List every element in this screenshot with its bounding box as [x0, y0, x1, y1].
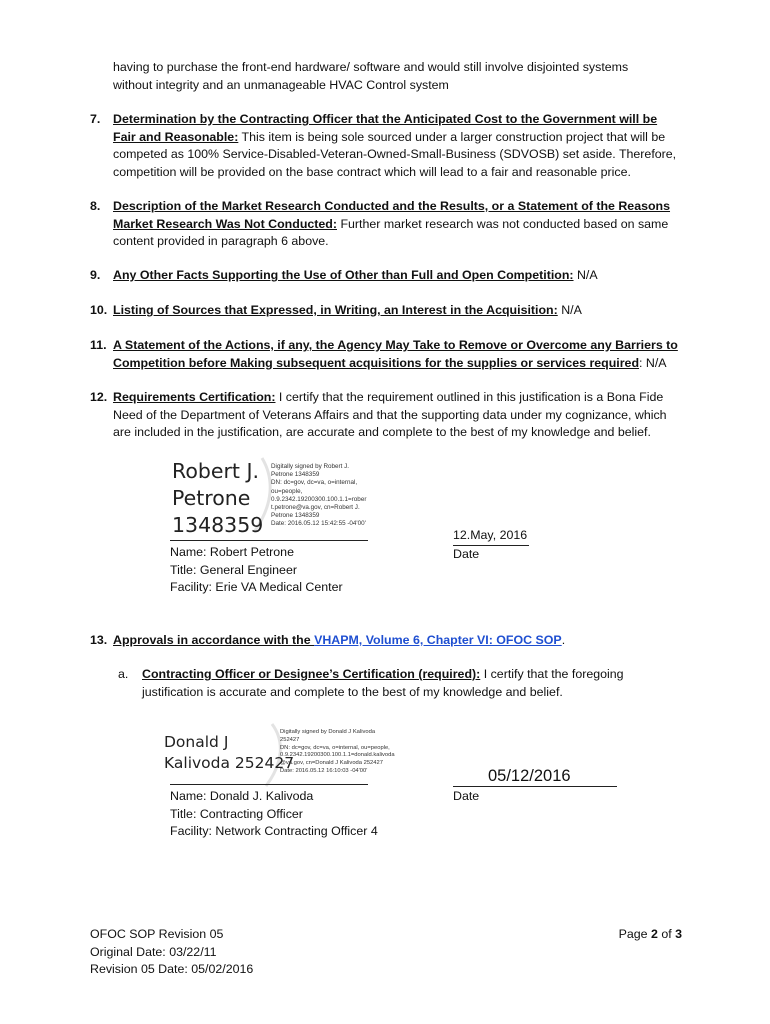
- item-body: : N/A: [639, 355, 667, 370]
- date-label: Date: [453, 546, 480, 561]
- item-body: I certify that the requirement outlined in this justification is a Bona Fide Need of the Department of Veterans Affairs and that the supporting data under my cognizance, which are included in the justification, are accurate and complete to the best of my knowledge and belief.: [113, 390, 667, 439]
- item-body: N/A: [557, 303, 582, 317]
- date-value: 12.May, 2016: [453, 527, 529, 546]
- signer-1-info: [170, 544, 343, 597]
- item-heading: Contracting Officer or Designee’s Certification (required):: [142, 667, 481, 681]
- vhapm-link[interactable]: VHAPM, Volume 6, Chapter VI: OFOC SOP: [314, 633, 562, 647]
- footer-sop-revision: OFOC SOP Revision 05: [90, 927, 224, 941]
- item-number: 12.: [90, 390, 108, 404]
- signature-name-graphic: Donald J Kalivoda 252427: [164, 733, 295, 772]
- signature-line: [170, 784, 368, 785]
- intro-line-1: having to purchase the front-end hardware/ software and would still involve disjointed systems: [113, 60, 629, 74]
- signer-name: Name: Donald J. Kalivoda: [170, 789, 314, 803]
- signer-title: Title: Contracting Officer: [170, 806, 303, 821]
- item-13: [90, 632, 690, 650]
- signer-facility: Facility: Network Contracting Officer 4: [170, 824, 378, 838]
- item-11: [90, 337, 690, 372]
- signature-line: [170, 540, 368, 541]
- intro-paragraph: [113, 59, 713, 94]
- footer-left: [90, 926, 253, 979]
- item-8: [90, 198, 690, 251]
- signature-name-graphic: Robert J. Petrone 1348359: [172, 459, 264, 537]
- total-pages: 3: [675, 927, 682, 941]
- item-12: [90, 389, 690, 442]
- signer-name: Name: Robert Petrone: [170, 545, 294, 559]
- signer-1-date: [453, 527, 529, 563]
- item-number: 9.: [90, 268, 101, 282]
- item-10: [90, 302, 690, 320]
- intro-line-2: without integrity and an unmanageable HVAC Control system: [113, 77, 449, 92]
- footer-original-date: Original Date: 03/22/11: [90, 944, 217, 959]
- item-number: 8.: [90, 199, 101, 213]
- item-body: I certify that the foregoing justification is accurate and complete to the best of my knowledge and belief.: [142, 667, 624, 699]
- footer-revision-date: Revision 05 Date: 05/02/2016: [90, 962, 254, 976]
- item-13a: [118, 666, 678, 701]
- signer-facility: Facility: Erie VA Medical Center: [170, 580, 343, 594]
- item-heading: Approvals in accordance with the: [113, 633, 315, 647]
- signer-2-date-value: 05/12/2016: [488, 767, 571, 785]
- item-heading: Requirements Certification:: [113, 390, 276, 404]
- item-body: N/A: [573, 268, 598, 282]
- page-number: Page 2 of 3: [618, 927, 682, 941]
- item-heading: Determination by the Contracting Officer that the Anticipated Cost to the Government will be Fair and Reasonable:: [113, 112, 658, 144]
- item-number: 7.: [90, 112, 101, 126]
- item-heading-suffix: .: [561, 633, 566, 647]
- item-body: Further market research was not conducted based on same content provided in paragraph 6 above.: [113, 216, 669, 248]
- item-heading: Description of the Market Research Conducted and the Results, or a Statement of the Reasons Market Research Was Not Conducted:: [113, 199, 671, 231]
- signer-2-info: [170, 788, 378, 841]
- item-number: 10.: [90, 303, 108, 317]
- item-7: [90, 111, 690, 181]
- signer-2-date-label: Date: [453, 789, 480, 803]
- signature-details: Digitally signed by Robert J. Petrone 1348359 DN: dc=gov, dc=va, o=internal, ou=people, 0.9.2342.19200300.100.1.1=rober t.petrone@va.gov, cn=Robert J. Petrone 1348359 Date: 2016.05.12 15:42:55 -04'00': [271, 463, 367, 528]
- item-9: [90, 267, 690, 285]
- date-line: [453, 786, 617, 787]
- item-letter: a.: [118, 667, 129, 681]
- signer-title: Title: General Engineer: [170, 562, 297, 577]
- item-body: This item is being sole sourced under a larger construction project that will be competed as 100% Service-Disabled-Veteran-Owned-Small-Business (SDVOSB) set aside. Therefore, competition will be provided on the base contract which will lead to a fair and reasonable price.: [113, 129, 677, 179]
- item-number: 13.: [90, 633, 108, 647]
- item-heading: Listing of Sources that Expressed, in Writing, an Interest in the Acquisition:: [113, 303, 558, 317]
- current-page: 2: [650, 927, 658, 941]
- item-heading: Any Other Facts Supporting the Use of Other than Full and Open Competition:: [113, 268, 574, 282]
- item-heading: A Statement of the Actions, if any, the Agency May Take to Remove or Overcome any Barriers to Competition before Making subsequent acquisitions for the supplies or services required: [113, 338, 678, 370]
- item-number: 11.: [90, 338, 107, 352]
- signature-details: Digitally signed by Donald J Kalivoda 252427 DN: dc=gov, dc=va, o=internal, ou=people, 0.9.2342.19200300.100.1.1=donald.kalivoda @va.gov, cn=Donald J Kalivoda 252427 Date: 2016.05.12 16:10:03 -04'00': [280, 729, 395, 774]
